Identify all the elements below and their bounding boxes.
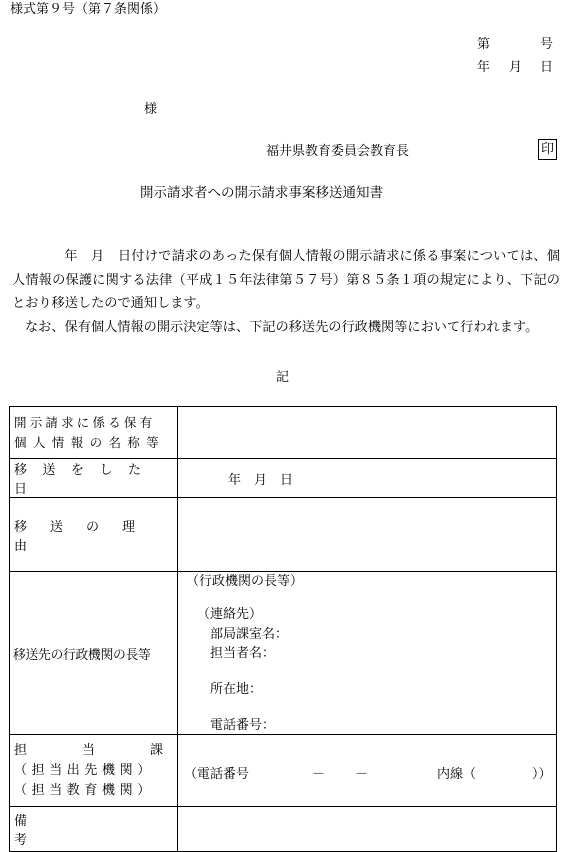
value-destination[interactable] bbox=[178, 572, 557, 735]
body-paragraph-2-text: なお、保有個人情報の開示決定等は、下記の移送先の行政機関等において行われます。 bbox=[25, 319, 539, 335]
dept-extension-close: ）） bbox=[532, 767, 552, 782]
label-cell bbox=[10, 807, 178, 852]
table-row bbox=[10, 498, 557, 572]
doc-date-month: 月 bbox=[509, 60, 523, 75]
table-row bbox=[10, 572, 557, 735]
destination-head-label: （行政機関の長等） bbox=[186, 574, 304, 589]
label-transfer-date: 移送をした日 bbox=[14, 463, 157, 497]
label-dept-line1 bbox=[10, 741, 219, 761]
body-text bbox=[12, 245, 560, 339]
body-paragraph-2 bbox=[12, 316, 560, 340]
doc-number-go: 号 bbox=[540, 37, 554, 52]
label-text: 個人情報の名称等 bbox=[14, 434, 166, 450]
label-transfer-reason: 移送の理由 bbox=[14, 519, 159, 554]
document-title: 開示請求者への開示請求事案移送通知書 bbox=[140, 185, 383, 201]
form-number: 様式第９号（第７条関係） bbox=[10, 2, 167, 17]
dept-phone-dash-2: － bbox=[355, 767, 369, 782]
notice-table bbox=[9, 406, 557, 852]
phone-label: 電話番号： bbox=[210, 718, 276, 733]
transfer-date-text: 年 月 日 bbox=[228, 472, 294, 488]
body-date-placeholder: 年 月 日付けで bbox=[64, 249, 172, 264]
label-remarks bbox=[10, 810, 177, 848]
label-dept-line2: （担当出先機関） bbox=[14, 762, 155, 778]
body-paragraph-1-text: 請求のあった保有個人情報の開示請求に係る事案については、個人情報の保護に関する法律（平成１５年法律第５７号）第８５条１項の規定により、下記のとおり移送したので通知します。 bbox=[12, 249, 560, 311]
person-label: 担当者名： bbox=[210, 646, 276, 661]
table-row bbox=[10, 735, 557, 807]
label-info-name-line1 bbox=[10, 413, 177, 433]
label-cell bbox=[10, 572, 178, 735]
table-row bbox=[10, 459, 557, 498]
address-label: 所在地： bbox=[210, 682, 263, 697]
value-dept-phone[interactable] bbox=[178, 735, 557, 807]
value-info-name[interactable] bbox=[178, 407, 557, 459]
addressee-suffix: 様 bbox=[144, 102, 158, 117]
label-cell bbox=[10, 459, 178, 498]
ki-heading: 記 bbox=[276, 370, 290, 385]
label-dept-line3: （担当教育機関） bbox=[14, 782, 155, 798]
dept-phone-label: （電話番号 bbox=[184, 767, 250, 782]
value-transfer-reason[interactable] bbox=[178, 498, 557, 572]
label-destination-head: 移送先の行政機関の長等 bbox=[13, 647, 151, 663]
table-row bbox=[10, 407, 557, 459]
body-paragraph-1 bbox=[12, 245, 560, 316]
label-cell bbox=[10, 407, 178, 459]
sender-name: 福井県教育委員会教育長 bbox=[266, 144, 410, 159]
dept-extension-label: 内線（ bbox=[437, 767, 477, 782]
value-transfer-date[interactable] bbox=[178, 459, 557, 498]
doc-date-day: 日 bbox=[540, 60, 554, 75]
dept-phone-dash-1: － bbox=[312, 767, 326, 782]
contact-label: （連絡先） bbox=[197, 607, 263, 622]
seal-box: 印 bbox=[538, 139, 557, 160]
label-text: 備考 bbox=[14, 814, 168, 848]
dept-label: 部局課室名： bbox=[210, 627, 289, 642]
label-cell bbox=[10, 498, 178, 572]
table-row bbox=[10, 807, 557, 852]
label-info-name-line2 bbox=[10, 433, 177, 453]
doc-date-year: 年 bbox=[477, 60, 491, 75]
doc-number-dai: 第 bbox=[477, 37, 491, 52]
label-text: 開示請求に係る保有 bbox=[14, 414, 156, 430]
label-text: 担当課 bbox=[14, 742, 219, 758]
